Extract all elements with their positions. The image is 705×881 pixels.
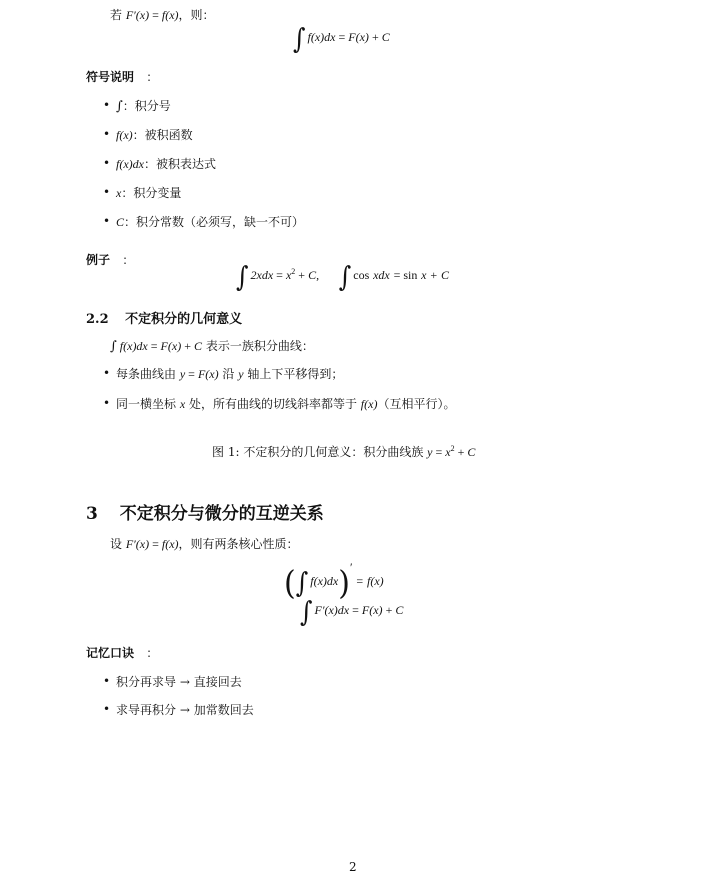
mnemonic-left: 积分再求导 [116,675,177,689]
section-2-2-line: ∫ f(x)dx = F(x) + C 表示一族积分曲线： [110,339,314,354]
bullet: • [103,127,111,141]
intro-line [110,6,215,23]
property-formula-1: (∫ f(x)dx)′ = f(x) [284,560,384,603]
section-3-heading [86,499,324,524]
symbols-heading [86,68,158,85]
item-suffix: 轴上下平移得到； [243,367,344,381]
symbol-desc: ：积分变量 [121,186,182,200]
mnemonic-left: 求导再积分 [116,703,177,717]
symbol-item [116,126,193,143]
arrow-right-icon: → [179,675,190,689]
symbol-desc: ：积分号 [122,99,171,113]
example-heading [86,251,134,268]
section-title: 不定积分与微分的互逆关系 [119,504,324,524]
symbol-item [116,97,171,114]
symbol-desc: ：被积函数 [132,128,193,142]
example-formula: ∫ $2xdx = x^2 + C$, ∫ cos xdx = sin x + C [236,260,449,294]
intro-prefix: 若 [110,8,126,22]
bullet: • [103,674,111,688]
line-suffix: 表示一族积分曲线： [202,339,314,353]
formula-definition: ∫ f(x)dx = F(x) + C [293,22,390,56]
symbol-desc: ：积分常数（必须写，缺一不可） [124,215,305,229]
intro-condition: F′(x) = f(x) [125,8,179,22]
symbols-heading-colon: ： [146,70,159,84]
arrow-right-icon: → [179,703,190,717]
section-3-intro: 设 F′(x) = f(x)，则有两条核心性质： [110,537,299,551]
symbol-item [116,213,304,230]
item-suffix: （互相平行）。 [377,397,456,411]
bullet: • [103,396,111,410]
symbol-desc: ：被积表达式 [143,157,216,171]
property-formula-2: ∫ F′(x)dx = F(x) + C [300,595,404,629]
mnemonic-heading-colon: ： [146,646,159,660]
geometry-item: 每条曲线由 y = F(x) 沿 y 轴上下平移得到； [116,367,344,381]
mnemonic-right: 加常数回去 [193,703,254,717]
geometry-item: 同一横坐标 x 处，所有曲线的切线斜率都等于 f(x)（互相平行）。 [116,397,456,411]
bullet: • [103,98,111,112]
bullet: • [103,185,111,199]
page-number: 2 [349,860,357,874]
mnemonic-heading-text: 记忆口诀 [86,646,135,660]
item-prefix: 同一横坐标 [116,397,180,411]
bullet: • [103,156,111,170]
bullet: • [103,366,111,380]
bullet: • [103,702,111,716]
intro-suffix: ，则有两条核心性质： [178,537,299,551]
figure-caption: 图 1: 不定积分的几何意义：积分曲线族 $y = x^2 + C$ [212,444,476,459]
caption-label: 图 1: [212,445,240,459]
symbol-integral: ∫ [116,99,123,114]
item-middle: 沿 [218,367,239,381]
section-title: 不定积分的几何意义 [125,312,243,327]
caption-text: 不定积分的几何意义：积分曲线族 [243,445,428,459]
symbol-item [116,184,181,201]
symbol-item [116,155,216,172]
symbol-f: f(x) [116,128,133,142]
symbol-x: x [116,186,122,200]
bullet: • [103,214,111,228]
symbols-heading-text: 符号说明 [86,70,135,84]
item-middle: 处，所有曲线的切线斜率都等于 [185,397,361,411]
section-2-2-heading [86,308,242,327]
section-number: 3 [86,504,98,524]
mnemonic-item [116,701,254,718]
mnemonic-heading [86,644,158,661]
section-number: 2.2 [86,312,109,327]
example-heading-colon: ： [122,253,135,267]
intro-prefix: 设 [110,537,126,551]
mnemonic-right: 直接回去 [193,675,242,689]
example-heading-text: 例子 [86,253,111,267]
item-prefix: 每条曲线由 [116,367,180,381]
mnemonic-item [116,673,242,690]
symbol-c: C [116,215,125,229]
symbol-fdx: f(x)dx [116,157,144,171]
intro-suffix: ，则： [178,8,215,22]
